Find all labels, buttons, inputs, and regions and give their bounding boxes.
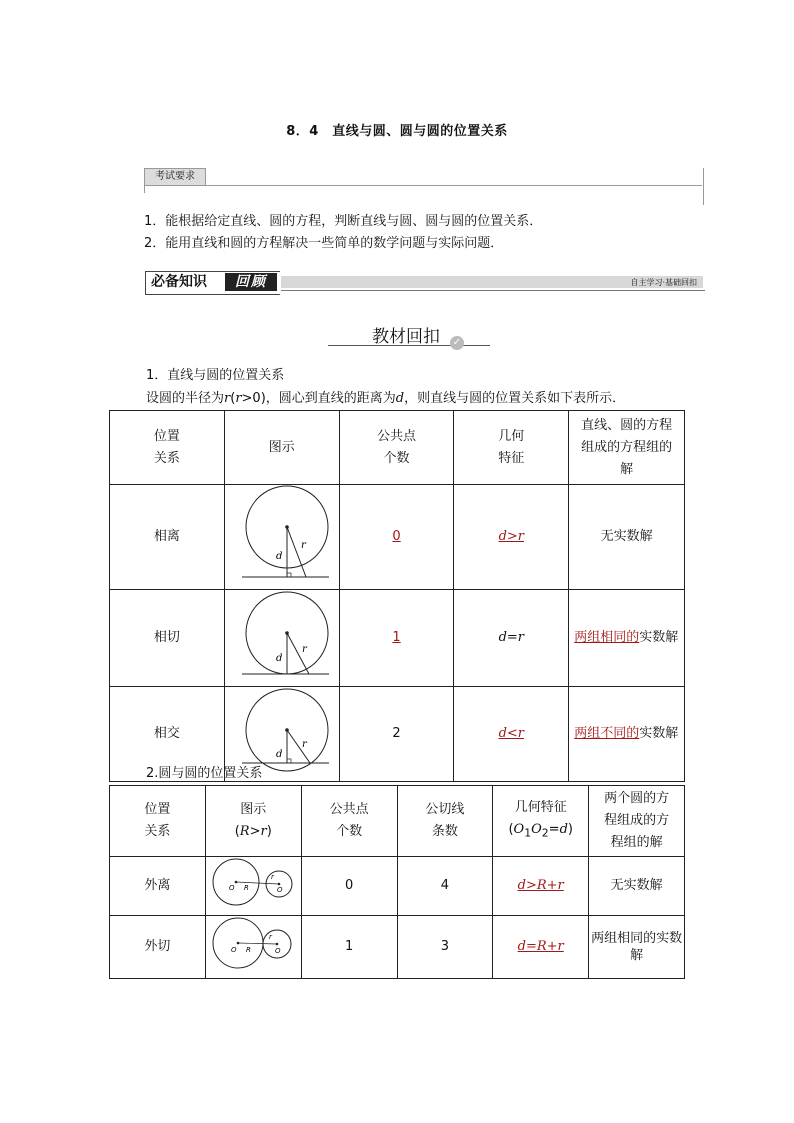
requirement-item-2: 2．能用直线和圆的方程解决一些简单的数学问题与实际问题． [144, 236, 504, 251]
svg-text:O: O [229, 884, 235, 892]
page-title: 8．4 直线与圆、圆与圆的位置关系 [286, 124, 508, 139]
header-cell: 图示 [224, 411, 339, 485]
diagram-cell [205, 857, 301, 916]
count-cell: 0 [301, 857, 397, 916]
requirement-item-1: 1．能根据给定直线、圆的方程，判断直线与圆、圆与圆的位置关系． [144, 214, 543, 229]
section2-title: 2.圆与圆的位置关系 [146, 766, 263, 781]
check-icon: ✓ [450, 336, 464, 350]
section1-intro: 设圆的半径为r(r>0)，圆心到直线的距离为d，则直线与圆的位置关系如下表所示． [146, 391, 626, 406]
feature-cell: d>r [454, 485, 569, 590]
feature-cell: d=R+r [493, 916, 589, 979]
divider [281, 290, 705, 291]
feature-cell: d<r [454, 687, 569, 782]
svg-text:O: O [277, 886, 283, 894]
tangent-cell: 3 [397, 916, 493, 979]
relation-cell: 相切 [110, 590, 225, 687]
solution-cell: 无实数解 [589, 857, 685, 916]
intersect-diagram [232, 687, 332, 773]
external-tangent-diagram [209, 916, 297, 970]
header-cell: 两个圆的方 程组成的方 程组的解 [589, 786, 685, 857]
feature-cell: d=r [454, 590, 569, 687]
header-cell: 公共点 个数 [339, 411, 454, 485]
tangent-diagram [232, 590, 332, 678]
diagram-cell [224, 590, 339, 687]
svg-text:r: r [271, 873, 275, 881]
table-row [110, 857, 685, 916]
svg-text:r: r [269, 933, 273, 941]
tangent-cell: 4 [397, 857, 493, 916]
relation-cell: 相离 [110, 485, 225, 590]
table-row [110, 485, 685, 590]
divider [144, 185, 702, 186]
header-cell: 位置 关系 [110, 786, 206, 857]
header-cell: 图示 (R>r) [205, 786, 301, 857]
line-circle-table [109, 410, 685, 782]
header-cell: 位置 关系 [110, 411, 225, 485]
svg-text:r: r [300, 540, 306, 551]
external-separate-diagram [209, 857, 297, 907]
divider [328, 345, 490, 346]
banner-label: 必备知识 [151, 274, 207, 290]
svg-text:r: r [301, 739, 307, 750]
header-cell: 直线、圆的方程 组成的方程组的 解 [569, 411, 685, 485]
header-cell: 公共点 个数 [301, 786, 397, 857]
header-cell: 公切线 条数 [397, 786, 493, 857]
solution-cell: 无实数解 [569, 485, 685, 590]
textbook-review-heading [328, 320, 490, 350]
relation-cell: 外离 [110, 857, 206, 916]
banner-review-badge: 回顾 [225, 273, 277, 291]
section1-title: 1．直线与圆的位置关系 [146, 368, 285, 383]
solution-cell: 两组不同的实数解 [569, 687, 685, 782]
svg-text:r: r [301, 644, 307, 655]
relation-cell: 相交 [110, 687, 225, 782]
divider [144, 185, 145, 193]
svg-text:R: R [244, 884, 250, 892]
diagram-cell [205, 916, 301, 979]
svg-text:d: d [275, 653, 283, 664]
header-cell: 几何 特征 [454, 411, 569, 485]
exam-requirements-tab: 考试要求 [144, 168, 206, 185]
svg-text:O: O [231, 946, 237, 954]
circle-circle-table [109, 785, 685, 979]
table-row [110, 916, 685, 979]
count-cell: 2 [339, 687, 454, 782]
count-cell: 1 [339, 590, 454, 687]
count-cell: 0 [339, 485, 454, 590]
table-row [110, 590, 685, 687]
svg-text:R: R [246, 946, 252, 954]
svg-text:O: O [275, 947, 281, 955]
svg-text:d: d [275, 551, 283, 562]
divider [703, 168, 704, 205]
subhead-title: 教材回扣 [372, 327, 440, 347]
feature-cell: d>R+r [493, 857, 589, 916]
solution-cell: 两组相同的实数解 [569, 590, 685, 687]
banner-subtitle: 自主学习·基础回扣 [630, 278, 697, 287]
knowledge-banner [145, 271, 705, 295]
header-cell: 几何特征 $(O_1O_2=d)$ [493, 786, 589, 857]
svg-text:d: d [275, 749, 283, 760]
diagram-cell [224, 485, 339, 590]
separate-diagram [232, 485, 332, 581]
exam-requirements-box [144, 168, 704, 205]
solution-cell: 两组相同的实数解 [589, 916, 685, 979]
count-cell: 1 [301, 916, 397, 979]
relation-cell: 外切 [110, 916, 206, 979]
